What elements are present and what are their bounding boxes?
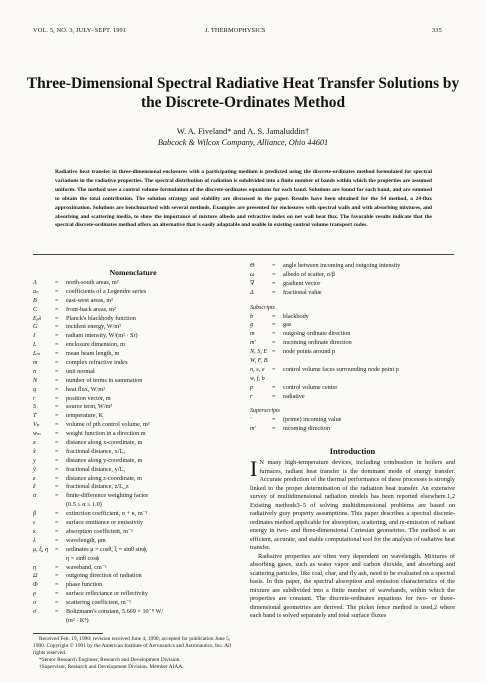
nomenclature-definition: complex refractive index [66,359,128,367]
equals-sign: = [55,465,59,473]
nomenclature-definition: surface emittance or emissivity [66,519,144,527]
equals-sign: = [272,339,276,347]
nomenclature-entry [33,590,233,599]
equals-sign: = [55,483,59,491]
equals-sign: = [55,287,59,295]
nomenclature-entry [33,581,233,590]
nomenclature-symbol: A [33,279,37,286]
nomenclature-entry [33,439,233,448]
nomenclature-entry [33,421,233,430]
equals-sign: = [55,456,59,464]
nomenclature-definition: albedo of scatter, σ/β [283,270,335,278]
equals-sign: = [55,581,59,589]
equals-sign: = [55,314,59,322]
nomenclature-symbol: α [33,492,37,500]
nomenclature-definition: volume of pth control volume, m³ [66,421,150,429]
equals-sign: = [272,383,276,391]
nomenclature-symbol: σ̄ [33,607,37,615]
equals-sign: = [272,270,276,278]
intro-paragraph-1-text: N many high-temperature devices, including combustion in boilers and furnaces, radiant heat transfer is the dominant mode of energy transfer. Accurate prediction of the thermal performance of these processes is strongly linked to the proper determination of the radiation heat transfer. An extensive survey of multidimensional radiation models has been reported elsewhere.1,2 Existing methods3–5 of solving multidimensional problems are based on radiatively gray property assumptions. This paper describes a spectral discrete-ordinates method applicable for absorption, scattering, and re-emission of radiant energy in two- and three-dimensional Cartesian geometries. The method is an efficient, accurate, and stable computational tool for the analysis of radiative heat transfer. [250,459,455,551]
subscript-entry [250,357,460,366]
nomenclature-entry [33,528,233,537]
nomenclature-definition: phase function [66,581,103,589]
nomenclature-definition: position vector, m [66,394,111,402]
nomenclature-definition: control volume center [283,383,338,391]
nomenclature-list-right [250,262,460,434]
nomenclature-symbol: w, f, b [250,374,265,382]
subscript-entry [250,330,460,339]
equals-sign: = [55,447,59,455]
equals-sign: = [55,421,59,429]
equals-sign: = [272,348,276,356]
nomenclature-symbol: G [33,323,38,331]
nomenclature-symbol: ỹ [33,465,36,473]
nomenclature-definition: enclosure dimension, m [66,341,125,349]
nomenclature-symbol: b [250,312,254,320]
equals-sign: = [55,367,59,375]
nomenclature-entry [33,448,233,457]
nomenclature-symbol: z̃ [33,483,36,491]
footnote-author1: *Senior Research Engineer, Research and Development Division. [39,657,181,664]
nomenclature-entry [33,492,233,501]
nomenclature-definition: source term, W/m³ [66,403,113,411]
subscripts-list [250,313,460,402]
equals-sign: = [272,279,276,287]
nomenclature-entry [33,350,233,359]
nomenclature-entry [33,403,233,412]
subscripts-heading: Subscripts [250,304,276,311]
nomenclature-entry [33,412,233,421]
nomenclature-symbol: ω [250,270,255,278]
nomenclature-entry [250,271,460,280]
footnote [33,636,238,671]
equals-sign: = [55,412,59,420]
equals-sign: = [272,425,276,433]
equals-sign: = [55,590,59,598]
nomenclature-definition: number of terms in summation [66,376,143,384]
nomenclature-symbol: m [250,330,255,338]
nomenclature-symbol: Eᵦλ [33,314,42,322]
nomenclature-entry [33,430,233,439]
subscript-entry [250,375,460,384]
intro-paragraph-1 [250,456,455,553]
nomenclature-symbol: x̃ [33,447,36,455]
nomenclature-definition: blackbody [283,312,309,320]
equals-sign: = [55,563,59,571]
nomenclature-symbol: Δ [250,288,254,296]
nomenclature-definition: incoming direction [283,425,330,433]
nomenclature-symbol: n, s, e [250,365,265,373]
equals-sign: = [55,536,59,544]
nomenclature-entry [33,555,233,564]
nomenclature-symbol: L [33,341,37,349]
equals-sign: = [272,262,276,269]
nomenclature-symbol: m′ [250,425,256,433]
running-header-volume: VOL. 5, NO. 3, JULY–SEPT. 1991 [33,27,127,34]
nomenclature-symbol: W, F, B [250,357,268,365]
equals-sign: = [55,492,59,500]
nomenclature-definition: unit normal [66,367,95,375]
nomenclature-symbol: r [33,394,36,402]
nomenclature-entry [33,457,233,466]
nomenclature-definition: wavelength, μm [66,536,106,544]
nomenclature-definition: ordinates μ = cosθ, ξ = sinθ sinϕ, [66,545,148,553]
nomenclature-symbol: ∇ [250,279,255,287]
nomenclature-entry [33,306,233,315]
superscripts-list [250,416,460,434]
nomenclature-entry [250,262,460,271]
nomenclature-symbol: C [33,305,38,313]
abstract-divider [33,254,454,255]
nomenclature-definition: Boltzmann's constant, 5.669 × 10⁻⁸ W/ [66,607,164,615]
nomenclature-entry [33,475,233,484]
nomenclature-symbol: Θ [250,262,255,269]
nomenclature-entry [33,501,233,510]
nomenclature-definition: η = sinθ cosϕ [66,554,100,562]
nomenclature-symbol: B [33,296,37,304]
introduction-heading: Introduction [329,447,376,456]
paper-title: Three-Dimensional Spectral Radiative Heat Transfer Solutions by the Discrete-Ordinates Method [26,75,460,111]
nomenclature-symbol: S [33,403,37,411]
nomenclature-entry [33,599,233,608]
nomenclature-symbol: N, S, E [250,348,268,356]
abstract: Radiative heat transfer in three-dimensional enclosures with a participating medium is predicted using the discrete-ordinates method formulated for spectral variations in the radiative properties. The spectral distribution of radiation is subdivided into a finite number of bands within which the properties are assumed uniform. The method uses a control volume formulation of the discrete-ordinates equations for each band. Solutions are found for each band, and are summed to obtain the total contribution. The solution strategy and stability are discussed in the paper. Results have been obtained for the S4 method, a 24-flux approximation. Solutions are benchmarked with several methods. Examples are presented for enclosures with spectral walls and with absorbing mixtures, and absorbing and scattering media, to show the importance of mixture albedo and refractive index on net wall heat flux. The favorable results indicate that the spectral discrete-ordinates method offers an alternative that is easily adaptable and usable in existing control volume transport codes. [55,169,432,229]
nomenclature-symbol: z [33,474,36,482]
equals-sign: = [55,474,59,482]
nomenclature-definition: (m² · K⁴) [66,616,89,624]
equals-sign: = [55,332,59,340]
superscript-entry [250,416,460,425]
footnote-divider [33,633,103,634]
footnote-received: Received Feb. 19, 1990; revision received June 4, 1990; accepted for publication June 5, 1990. Copyright © 1991 by the American Institute of Aeronautics and Astronautics, Inc. All rights reserved. [33,636,232,657]
nomenclature-definition: node points around p [283,348,336,356]
equals-sign: = [272,312,276,320]
nomenclature-entry [33,315,233,324]
nomenclature-symbol: p [250,383,254,391]
nomenclature-definition: surface reflectance or reflectivity [66,590,148,598]
nomenclature-symbol: q [33,385,37,393]
nomenclature-symbol: m′ [250,339,256,347]
nomenclature-symbol: N [33,376,38,384]
equals-sign: = [55,296,59,304]
equals-sign: = [55,519,59,527]
nomenclature-entry [33,297,233,306]
nomenclature-entry [33,519,233,528]
nomenclature-symbol: Vₚ [33,421,40,429]
subscript-entry [250,313,460,322]
nomenclature-symbol: I [33,332,36,340]
nomenclature-symbol: T [33,412,37,420]
equals-sign: = [55,545,59,553]
nomenclature-symbol: ρ [33,590,36,598]
nomenclature-symbol: m [33,359,38,367]
page-number: 335 [432,27,442,34]
equals-sign: = [55,439,59,447]
superscript-entry [250,425,460,434]
nomenclature-entry [33,546,233,555]
nomenclature-entry [33,608,233,617]
nomenclature-definition: gradient vector [283,279,321,287]
nomenclature-entry [33,537,233,546]
nomenclature-definition: finite-difference weighting factor [66,492,149,500]
nomenclature-symbol: n [33,367,37,375]
nomenclature-definition: absorption coefficient, m⁻¹ [66,527,134,535]
nomenclature-definition: mean beam length, m [66,350,120,358]
equals-sign: = [55,279,59,286]
nomenclature-symbol: μ, ξ, η [33,545,49,553]
nomenclature-definition: front-back areas, m² [66,305,116,313]
nomenclature-heading: Nomenclature [109,268,157,277]
nomenclature-symbol: β [33,510,37,518]
nomenclature-symbol: aₙ [33,287,39,295]
subscript-entry [250,321,460,330]
equals-sign: = [55,527,59,535]
subscript-entry [250,393,460,402]
nomenclature-definition: north-south areas, m² [66,279,119,286]
affiliation: Babcock & Wilcox Company, Alliance, Ohio 44601 [157,138,329,147]
nomenclature-definition: fractional distance, y/Lᵧ [66,465,125,473]
nomenclature-symbol: η [33,563,37,571]
nomenclature-symbol: x [33,439,36,447]
equals-sign: = [272,392,276,400]
nomenclature-entry [33,510,233,519]
intro-paragraph-2: Radiative properties are often very dependent on wavelength. Mixtures of absorbing gases, such as water vapor and carbon dioxide, and absorbing and scattering particles, like coal, char, and fly ash, need to be evaluated on a spectral basis. In this paper, the spectral absorption and emission characteristics of the mixture are subdivided into a finite number of wavebands, within which the properties are constant. The discrete-ordinates equations for two- or three-dimensional geometries are derived. The picket fence method is used,2 where each band is solved separately and total surface fluxes [250,552,455,619]
nomenclature-entry [33,359,233,368]
nomenclature-definition: outgoing direction of radiation [66,572,142,580]
equals-sign: = [55,607,59,615]
equals-sign: = [55,385,59,393]
nomenclature-definition: incoming ordinate direction [283,339,352,347]
nomenclature-definition: incident energy, W/m² [66,323,122,331]
nomenclature-definition: control volume faces surrounding node point p [283,365,399,373]
equals-sign: = [55,394,59,402]
nomenclature-definition: radiative [283,392,305,400]
nomenclature-symbol: ′ [250,416,252,424]
superscripts-heading: Superscripts [250,408,280,415]
nomenclature-definition: temperature, K [66,412,104,420]
equals-sign: = [272,416,276,424]
nomenclature-definition: coefficients of a Legendre series [66,287,147,295]
nomenclature-entry [33,368,233,377]
equals-sign: = [272,330,276,338]
equals-sign: = [272,365,276,373]
equals-sign: = [272,321,276,329]
nomenclature-definition: angle between incoming and outgoing intensity [283,262,401,269]
equals-sign: = [55,341,59,349]
nomenclature-symbol: y [33,456,36,464]
subscript-entry [250,339,460,348]
nomenclature-definition: distance along z-coordinate, m [66,474,142,482]
equals-sign: = [55,350,59,358]
drop-cap: I [250,456,258,481]
nomenclature-definition: distance along x-coordinate, m [66,439,143,447]
nomenclature-entry [33,377,233,386]
nomenclature-definition: gas [283,321,292,329]
nomenclature-entry [33,332,233,341]
nomenclature-definition: radiant intensity, W/(m² · Sr) [66,332,138,340]
nomenclature-entry [250,280,460,289]
subscript-entry [250,366,460,375]
nomenclature-definition: (prime) incoming value [283,416,342,424]
equals-sign: = [272,288,276,296]
nomenclature-entry [33,395,233,404]
nomenclature-definition: fractional distance, x/Lₓ [66,447,126,455]
nomenclature-definition: outgoing ordinate direction [283,330,351,338]
nomenclature-symbol: wₘ [33,430,41,438]
subscript-entry [250,348,460,357]
nomenclature-entry [33,288,233,297]
equals-sign: = [55,510,59,518]
nomenclature-entry [33,617,233,626]
introduction-body [250,456,455,621]
equals-sign: = [55,359,59,367]
nomenclature-symbol: Lₘ [33,350,41,358]
equals-sign: = [55,572,59,580]
nomenclature-entry [33,564,233,573]
nomenclature-definition: (0.5 ≤ α ≤ 1.0) [66,501,102,509]
author-line: W. A. Fiveland* and A. S. Jamaluddin† [176,127,310,136]
nomenclature-entry [33,483,233,492]
nomenclature-symbol: Φ [33,581,38,589]
nomenclature-definition: extinction coefficient, σ + κ, m⁻¹ [66,510,148,518]
equals-sign: = [55,599,59,607]
nomenclature-symbol: r [250,392,253,400]
nomenclature-entry [33,572,233,581]
equals-sign: = [55,305,59,313]
footnote-author2: †Supervisor, Research and Development Division. Member AIAA. [39,664,184,671]
nomenclature-definition: scattering coefficient, m⁻¹ [66,599,131,607]
equals-sign: = [55,376,59,384]
nomenclature-symbol: σ [33,599,37,607]
nomenclature-entry [33,323,233,332]
nomenclature-definition: east-west areas, m² [66,296,114,304]
nomenclature-definition: distance along y-coordinate, m [66,456,143,464]
nomenclature-entry [33,279,233,288]
nomenclature-symbol: κ [33,527,36,535]
nomenclature-greek-list [250,262,460,298]
nomenclature-definition: Planck's blackbody function [66,314,136,322]
nomenclature-symbol: ε [33,519,36,527]
nomenclature-entry [250,289,460,298]
equals-sign: = [55,323,59,331]
nomenclature-definition: weight function in a direction m [66,430,146,438]
nomenclature-symbol: g [250,321,254,329]
equals-sign: = [55,430,59,438]
nomenclature-list-left [33,279,233,626]
nomenclature-definition: waveband, cm⁻¹ [66,563,107,571]
equals-sign: = [55,403,59,411]
nomenclature-definition: fractional value [283,288,322,296]
nomenclature-entry [33,341,233,350]
running-header-journal: J. THERMOPHYSICS [205,27,266,34]
nomenclature-symbol: Ω [33,572,38,580]
nomenclature-entry [33,466,233,475]
nomenclature-symbol: λ [33,536,36,544]
subscript-entry [250,384,460,393]
nomenclature-definition: heat flux, W/m² [66,385,106,393]
nomenclature-definition: fractional distance, z/L_z [66,483,129,491]
nomenclature-entry [33,386,233,395]
